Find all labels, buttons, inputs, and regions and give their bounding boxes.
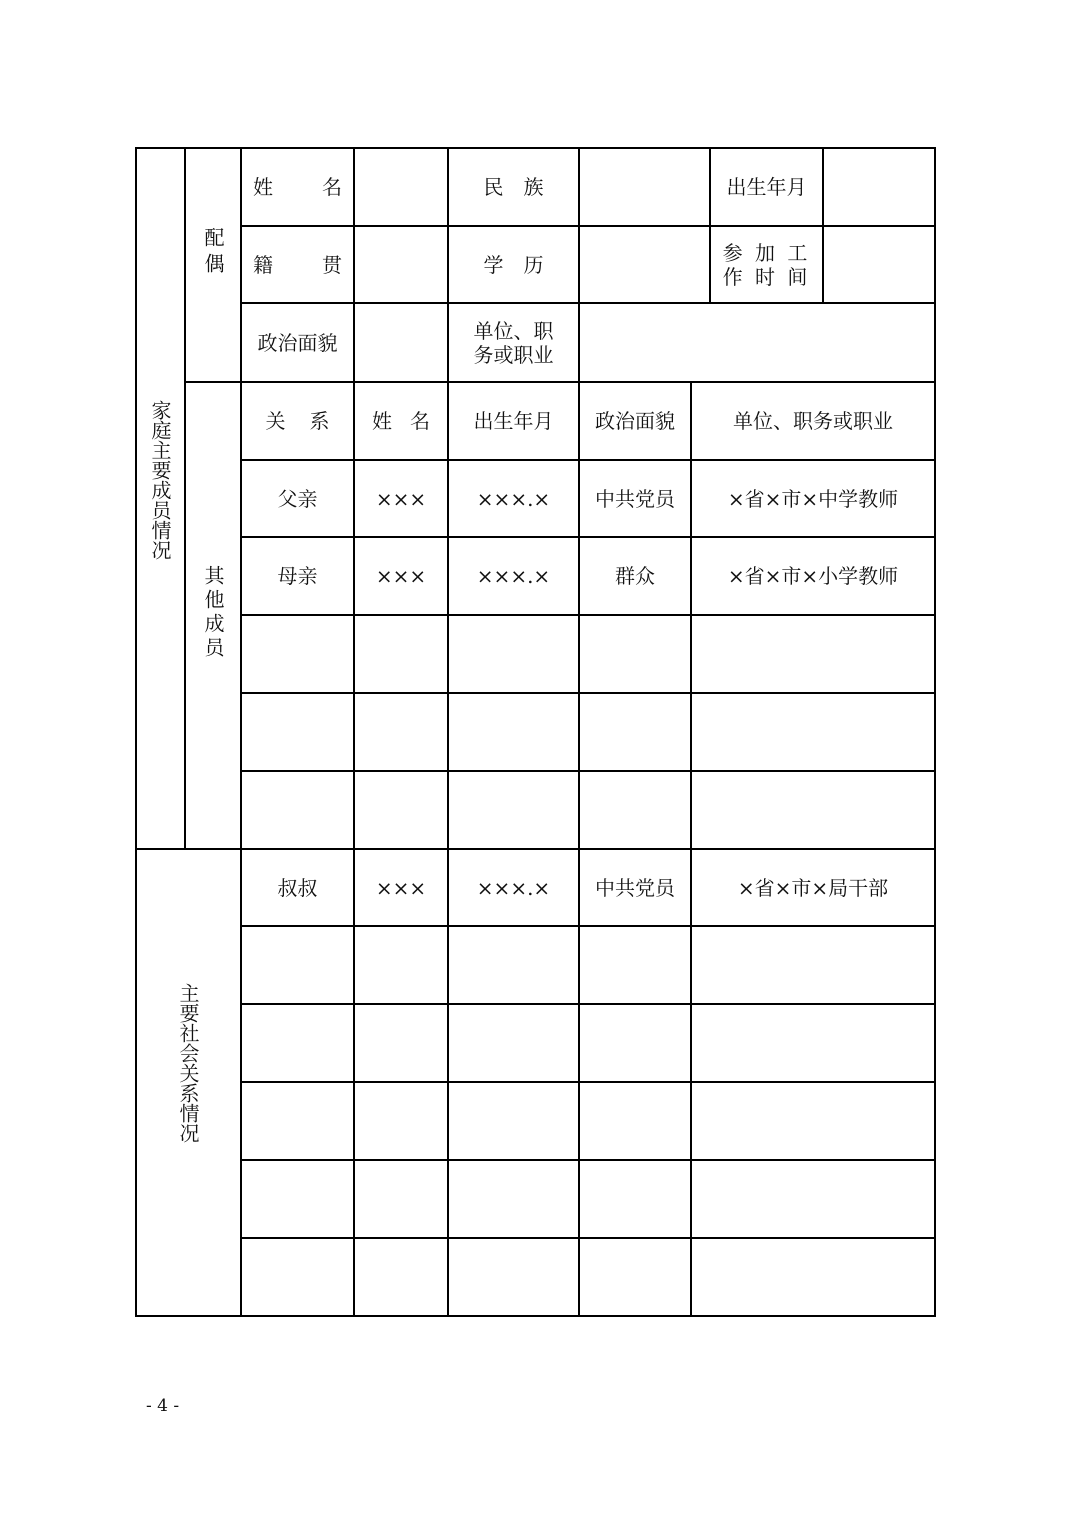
family-relation[interactable] <box>242 616 353 692</box>
spouse-unit-label-line1: 单位、职 <box>473 318 554 343</box>
spouse-name-label-text <box>253 175 342 199</box>
spouse-native-value[interactable] <box>355 227 447 302</box>
table-border-right <box>934 147 936 1317</box>
social-birth[interactable] <box>449 1239 578 1315</box>
social-birth[interactable] <box>449 1005 578 1081</box>
social-relation[interactable] <box>242 1005 353 1081</box>
spouse-worktime-value[interactable] <box>824 227 934 302</box>
social-name[interactable] <box>355 1239 447 1315</box>
social-name[interactable] <box>355 1083 447 1159</box>
family-political[interactable]: 群众 <box>615 564 655 588</box>
social-relations-label: 主要社会关系情况 <box>176 983 200 1143</box>
social-birth[interactable]: ×××.× <box>476 875 551 900</box>
social-political[interactable] <box>580 1239 690 1315</box>
header-political: 政治面貌 <box>595 409 675 433</box>
social-political[interactable] <box>580 927 690 1003</box>
social-political[interactable] <box>580 1005 690 1081</box>
family-relation[interactable]: 母亲 <box>277 564 318 588</box>
family-unit[interactable] <box>692 772 934 848</box>
social-name[interactable] <box>355 1005 447 1081</box>
spouse-political-label: 政治面貌 <box>257 330 338 355</box>
social-unit[interactable]: ×省×市×局干部 <box>737 875 889 900</box>
label-char: 名 <box>322 175 342 199</box>
spouse-unit-value[interactable] <box>580 304 934 381</box>
table-border-left <box>135 147 137 1317</box>
table-border-bottom <box>135 1315 936 1317</box>
social-relation[interactable]: 叔叔 <box>277 875 318 900</box>
family-birth[interactable] <box>449 772 578 848</box>
spouse-education-value[interactable] <box>580 227 709 302</box>
label-char: 贯 <box>322 252 342 277</box>
header-unit: 单位、职务或职业 <box>733 409 893 433</box>
spouse-name-value[interactable] <box>355 149 447 225</box>
family-unit[interactable]: ×省×市×中学教师 <box>727 486 899 511</box>
spouse-worktime-label <box>711 227 822 302</box>
spouse-education-label <box>449 227 578 302</box>
social-name[interactable] <box>355 1161 447 1237</box>
social-unit[interactable] <box>692 1005 934 1081</box>
social-political[interactable] <box>580 1083 690 1159</box>
spouse-education-label-text: 学历 <box>483 252 564 277</box>
spouse-ethnicity-label-text: 民族 <box>483 175 564 199</box>
header-birth: 出生年月 <box>473 409 554 433</box>
family-birth[interactable]: ×××.× <box>476 486 551 511</box>
header-relation <box>242 383 353 459</box>
page-number: - 4 - <box>146 1396 180 1416</box>
spouse-ethnicity-value[interactable] <box>580 149 709 225</box>
family-unit[interactable] <box>692 616 934 692</box>
social-unit[interactable] <box>692 1161 934 1237</box>
label-char: 籍 <box>253 252 273 277</box>
spouse-political-value[interactable] <box>355 304 447 381</box>
family-name[interactable] <box>355 694 447 770</box>
social-unit[interactable] <box>692 1083 934 1159</box>
family-unit[interactable]: ×省×市×小学教师 <box>727 564 899 588</box>
family-political[interactable] <box>580 772 690 848</box>
spouse-native-label <box>242 227 353 302</box>
social-relation[interactable] <box>242 1239 353 1315</box>
family-political[interactable] <box>580 694 690 770</box>
family-unit[interactable] <box>692 694 934 770</box>
social-name[interactable]: ××× <box>375 875 427 900</box>
social-birth[interactable] <box>449 1161 578 1237</box>
header-name <box>355 383 447 459</box>
spouse-native-label-text <box>253 253 342 277</box>
social-name[interactable] <box>355 927 447 1003</box>
grid-line <box>184 147 186 850</box>
family-name[interactable]: ××× <box>375 486 427 511</box>
header-name-text: 姓名 <box>372 409 448 433</box>
family-birth[interactable] <box>449 616 578 692</box>
family-relation[interactable]: 父亲 <box>277 486 318 511</box>
spouse-ethnicity-label <box>449 149 578 225</box>
spouse-birth-value[interactable] <box>824 149 934 225</box>
header-relation-text: 关系 <box>265 409 354 433</box>
spouse-birth-label: 出生年月 <box>726 175 807 199</box>
family-section-label: 家庭主要成员情况 <box>148 400 172 560</box>
family-name[interactable] <box>355 616 447 692</box>
family-name[interactable]: ××× <box>375 564 427 588</box>
social-birth[interactable] <box>449 927 578 1003</box>
family-political[interactable]: 中共党员 <box>595 486 675 511</box>
spouse-unit-label-line2: 务或职业 <box>473 342 554 367</box>
social-birth[interactable] <box>449 1083 578 1159</box>
social-relation[interactable] <box>242 1161 353 1237</box>
social-relation[interactable] <box>242 927 353 1003</box>
family-relation[interactable] <box>242 694 353 770</box>
spouse-label: 配偶 <box>201 227 225 279</box>
social-political[interactable]: 中共党员 <box>595 875 675 900</box>
family-birth[interactable]: ×××.× <box>476 564 551 588</box>
other-members-label: 其他成员 <box>201 565 225 661</box>
family-political[interactable] <box>580 616 690 692</box>
spouse-unit-label <box>449 304 578 381</box>
social-relation[interactable] <box>242 1083 353 1159</box>
social-unit[interactable] <box>692 927 934 1003</box>
social-political[interactable] <box>580 1161 690 1237</box>
label-char: 姓 <box>253 175 273 199</box>
spouse-name-label <box>242 149 353 225</box>
family-birth[interactable] <box>449 694 578 770</box>
social-unit[interactable] <box>692 1239 934 1315</box>
spouse-worktime-label-line1: 参 加 工 <box>722 240 811 265</box>
family-relation[interactable] <box>242 772 353 848</box>
family-name[interactable] <box>355 772 447 848</box>
spouse-worktime-label-line2: 作 时 间 <box>722 264 811 289</box>
